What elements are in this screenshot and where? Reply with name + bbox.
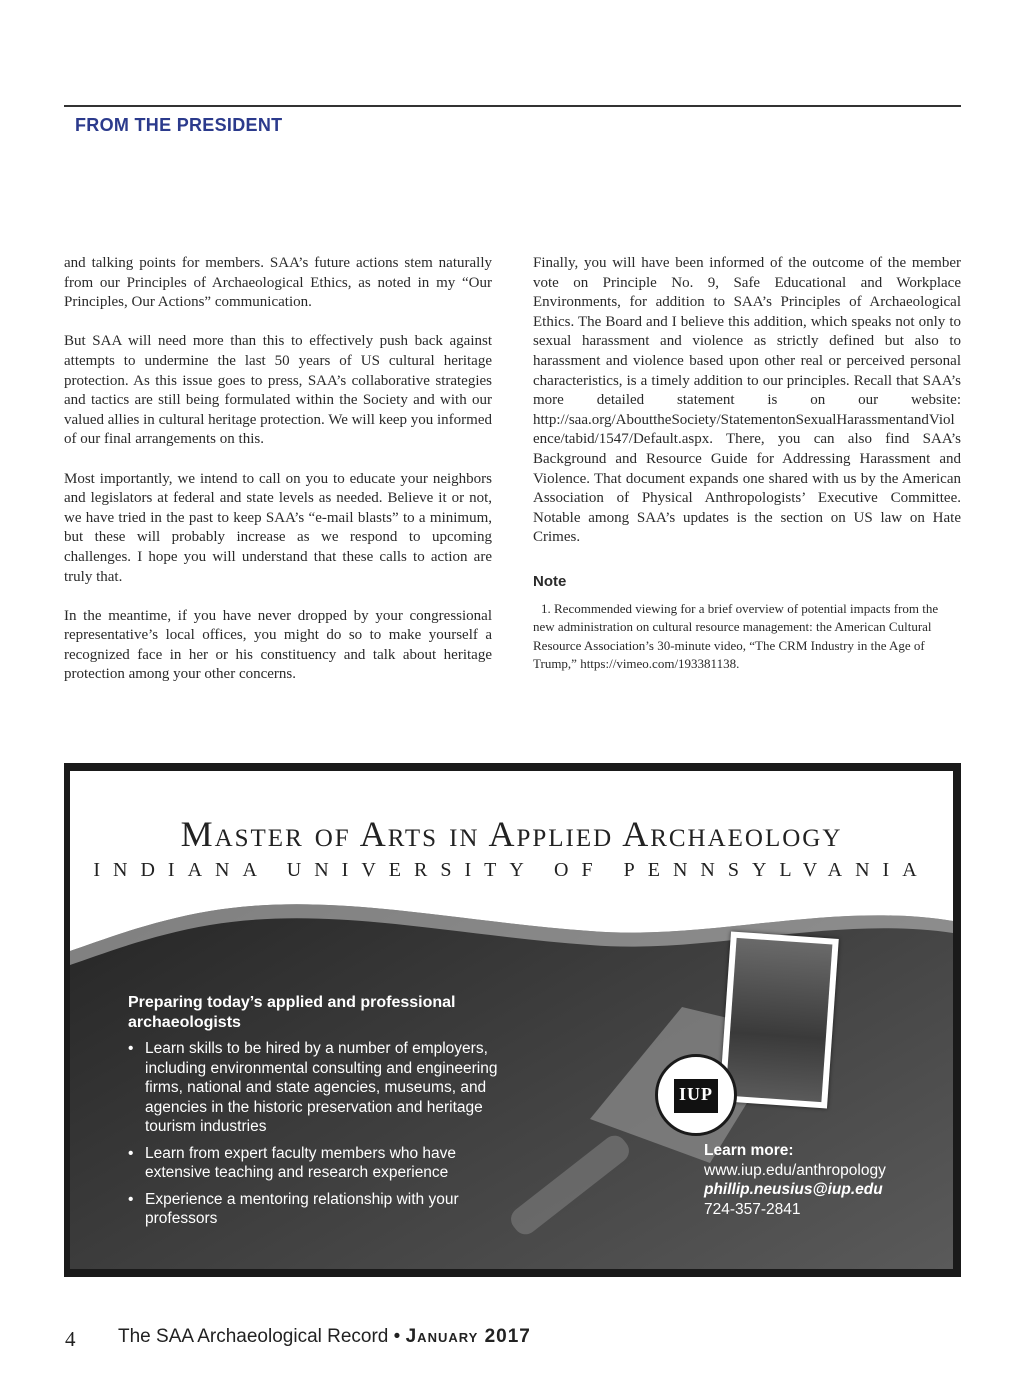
bullet-icon: •	[128, 1190, 134, 1208]
ad-bullet-list	[128, 1039, 508, 1229]
ad-bullet-1	[128, 1039, 508, 1137]
ad-subtitle: INDIANA UNIVERSITY OF PENNSYLVANIA	[93, 859, 930, 881]
note-text: 1. Recommended viewing for a brief overview of potential impacts from the new administration on cultural resource management: the American Cultural Resource Association’s 30-minute video, “The CRM Industry in the Age of Trump,” https://vimeo.com/193381138.	[533, 600, 939, 671]
ad-contact	[704, 1141, 886, 1219]
issue-date: January 2017	[405, 1326, 531, 1347]
section-title: FROM THE PRESIDENT	[75, 115, 283, 135]
bullet-icon: •	[128, 1144, 134, 1162]
right-column	[533, 254, 961, 693]
iup-logo	[655, 1054, 737, 1136]
ad-bullet-3-text: Experience a mentoring relationship with your professors	[145, 1190, 459, 1227]
ad-bullet-1-text: Learn skills to be hired by a number of employers, including environmental consulting and engineering firms, national and state agencies, museums, and agencies in the historic preservation and heritage tourism industries	[145, 1040, 498, 1135]
footer-separator: •	[388, 1326, 406, 1347]
ad-bullet-2	[128, 1144, 508, 1183]
note-heading: Note	[533, 572, 567, 590]
ad-text-block	[128, 993, 508, 1236]
ad-email-link[interactable]: phillip.neusius@iup.edu	[704, 1181, 883, 1198]
iup-advertisement	[64, 763, 961, 1277]
footer-title	[118, 1326, 531, 1348]
ad-inner-panel	[70, 771, 953, 1269]
header-rule	[64, 105, 961, 107]
student-photo-image	[726, 938, 833, 1102]
bullet-icon: •	[128, 1040, 134, 1057]
page-number: 4	[65, 1327, 76, 1351]
ad-headline: Preparing today’s applied and professional archaeologists	[128, 994, 456, 1031]
left-paragraph-4: In the meantime, if you have never dropped by your congressional representative’s local offices, you might do so to make yourself a recognized face in her or his constituency and talk about heritage protection among your other concerns.	[64, 607, 492, 683]
left-paragraph-3: Most importantly, we intend to call on you to educate your neighbors and legislators at federal and state levels as needed. Believe it or not, we have tried in the past to keep SAA’s “e-mail blasts” to a minimum, but these will probably increase as we respond to upcoming challenges. I hope you will understand that these calls to action are truly that.	[64, 470, 492, 585]
learn-more-label: Learn more:	[704, 1142, 794, 1159]
left-paragraph-2: But SAA will need more than this to effectively push back against attempts to undermine the last 50 years of US cultural heritage protection. As this issue goes to press, SAA’s collaborative strategies and tactics are still being formulated within the Society and with our valued allies in cultural heritage protection. We will keep you informed of our final arrangements on this.	[64, 333, 492, 448]
ad-phone: 724-357-2841	[704, 1200, 801, 1218]
publication-name: The SAA Archaeological Record	[118, 1326, 389, 1347]
left-column	[64, 254, 492, 705]
right-paragraph-1: Finally, you will have been informed of the outcome of the member vote on Principle No. 9, Safe Educational and Workplace Environments, for addition to SAA’s Principles of Archaeological Ethics. The Board and I believe this addition, which speaks not only to sexual harassment and violence as strictly defined but also to harassment and violence based upon other real or perceived personal characteristics, is a timely addition to our principles. Recall that SAA’s more detailed statement is on our website: http://saa.org/AbouttheSociety/StatementonSexualHarassmentandViolence/tabid/1547/Default.aspx. There, you can also find SAA’s Background and Resource Guide for Addressing Harassment and Violence. That document expands one shared with us by the American Association of Physical Anthropologists’ Executive Committee. Notable among SAA’s updates is the section on US law on Hate Crimes.	[533, 255, 961, 546]
ad-bullet-3	[128, 1190, 508, 1229]
iup-logo-text: IUP	[674, 1079, 718, 1113]
ad-website-link[interactable]: www.iup.edu/anthropology	[704, 1161, 886, 1179]
left-paragraph-1: and talking points for members. SAA’s future actions stem naturally from our Principles of Archaeological Ethics, as noted in my “Our Principles, Our Actions” communication.	[64, 255, 492, 311]
ad-bullet-2-text: Learn from expert faculty members who have extensive teaching and research experience	[145, 1144, 456, 1181]
ad-title: Master of Arts in Applied Archaeology	[180, 814, 843, 854]
student-photo	[719, 931, 839, 1108]
